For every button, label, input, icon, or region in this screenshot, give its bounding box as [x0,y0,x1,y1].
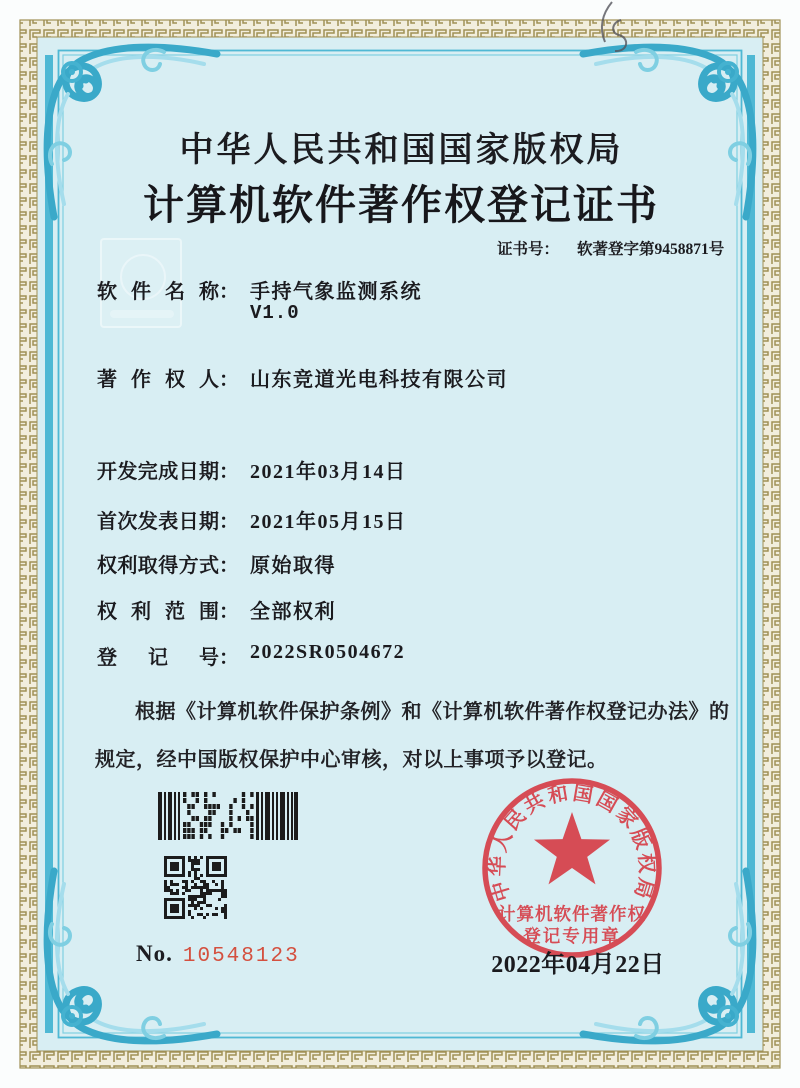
field-colon: ： [219,555,239,577]
field-colon: ： [219,461,239,483]
field-colon: ： [219,647,239,669]
field-colon: ： [219,281,239,303]
field-row-rights-acquisition [97,549,336,578]
seal-star [534,812,610,884]
certificate-number-line [497,237,724,259]
field-label: 登记号 [97,647,219,669]
seal-ring-text: 中华人民共和国国家版权局 [486,782,658,904]
field-value: 全部权利 [250,601,336,623]
qr-code [164,856,228,920]
field-row-first-publish-date [97,505,407,534]
statement-line-2: 规定，经中国版权保护中心审核，对以上事项予以登记。 [95,749,608,771]
field-label: 开发完成日期 [97,461,219,483]
field-label: 首次发表日期 [97,511,219,533]
field-row-dev-complete-date [97,455,407,484]
field-row-software-name [97,275,422,304]
field-label: 权利范围 [97,601,219,623]
field-label: 软件名称 [97,281,219,303]
pencil-mark [585,0,645,60]
seal-text-line1: 计算机软件著作权 [498,904,646,924]
statement-line-1: 根据《计算机软件保护条例》和《计算机软件著作权登记办法》的 [135,701,730,723]
field-colon: ： [219,511,239,533]
field-value: 2021年03月14日 [250,461,407,483]
field-label: 权利取得方式 [97,555,219,577]
seal-text-line2: 登记专用章 [523,926,621,946]
watermark-text-bar [110,310,174,318]
authority-title: 中华人民共和国国家版权局 [179,132,624,169]
field-colon: ： [219,601,239,623]
serial-prefix: No. [136,941,173,966]
certificate-number-value: 软著登字第9458871号 [577,241,725,258]
issue-date: 2022年04月22日 [491,952,665,978]
field-value: 2022SR0504672 [250,641,406,663]
field-row-registration-number [97,641,406,670]
field-row-copyright-owner [97,363,508,392]
field-value: 原始取得 [250,555,336,577]
field-colon: ： [219,369,239,391]
software-version: V1.0 [250,302,300,324]
certificate-title: 计算机软件著作权登记证书 [143,182,659,228]
field-row-rights-scope [97,595,336,624]
field-label: 著作权人 [97,369,219,391]
field-value: 2021年05月15日 [250,511,407,533]
serial-number-line [136,941,300,968]
field-value: 山东竞道光电科技有限公司 [250,369,508,391]
serial-number: 10548123 [182,945,300,968]
certificate-number-label: 证书号： [497,241,560,258]
barcode [158,792,298,840]
field-value: 手持气象监测系统 [250,281,422,303]
